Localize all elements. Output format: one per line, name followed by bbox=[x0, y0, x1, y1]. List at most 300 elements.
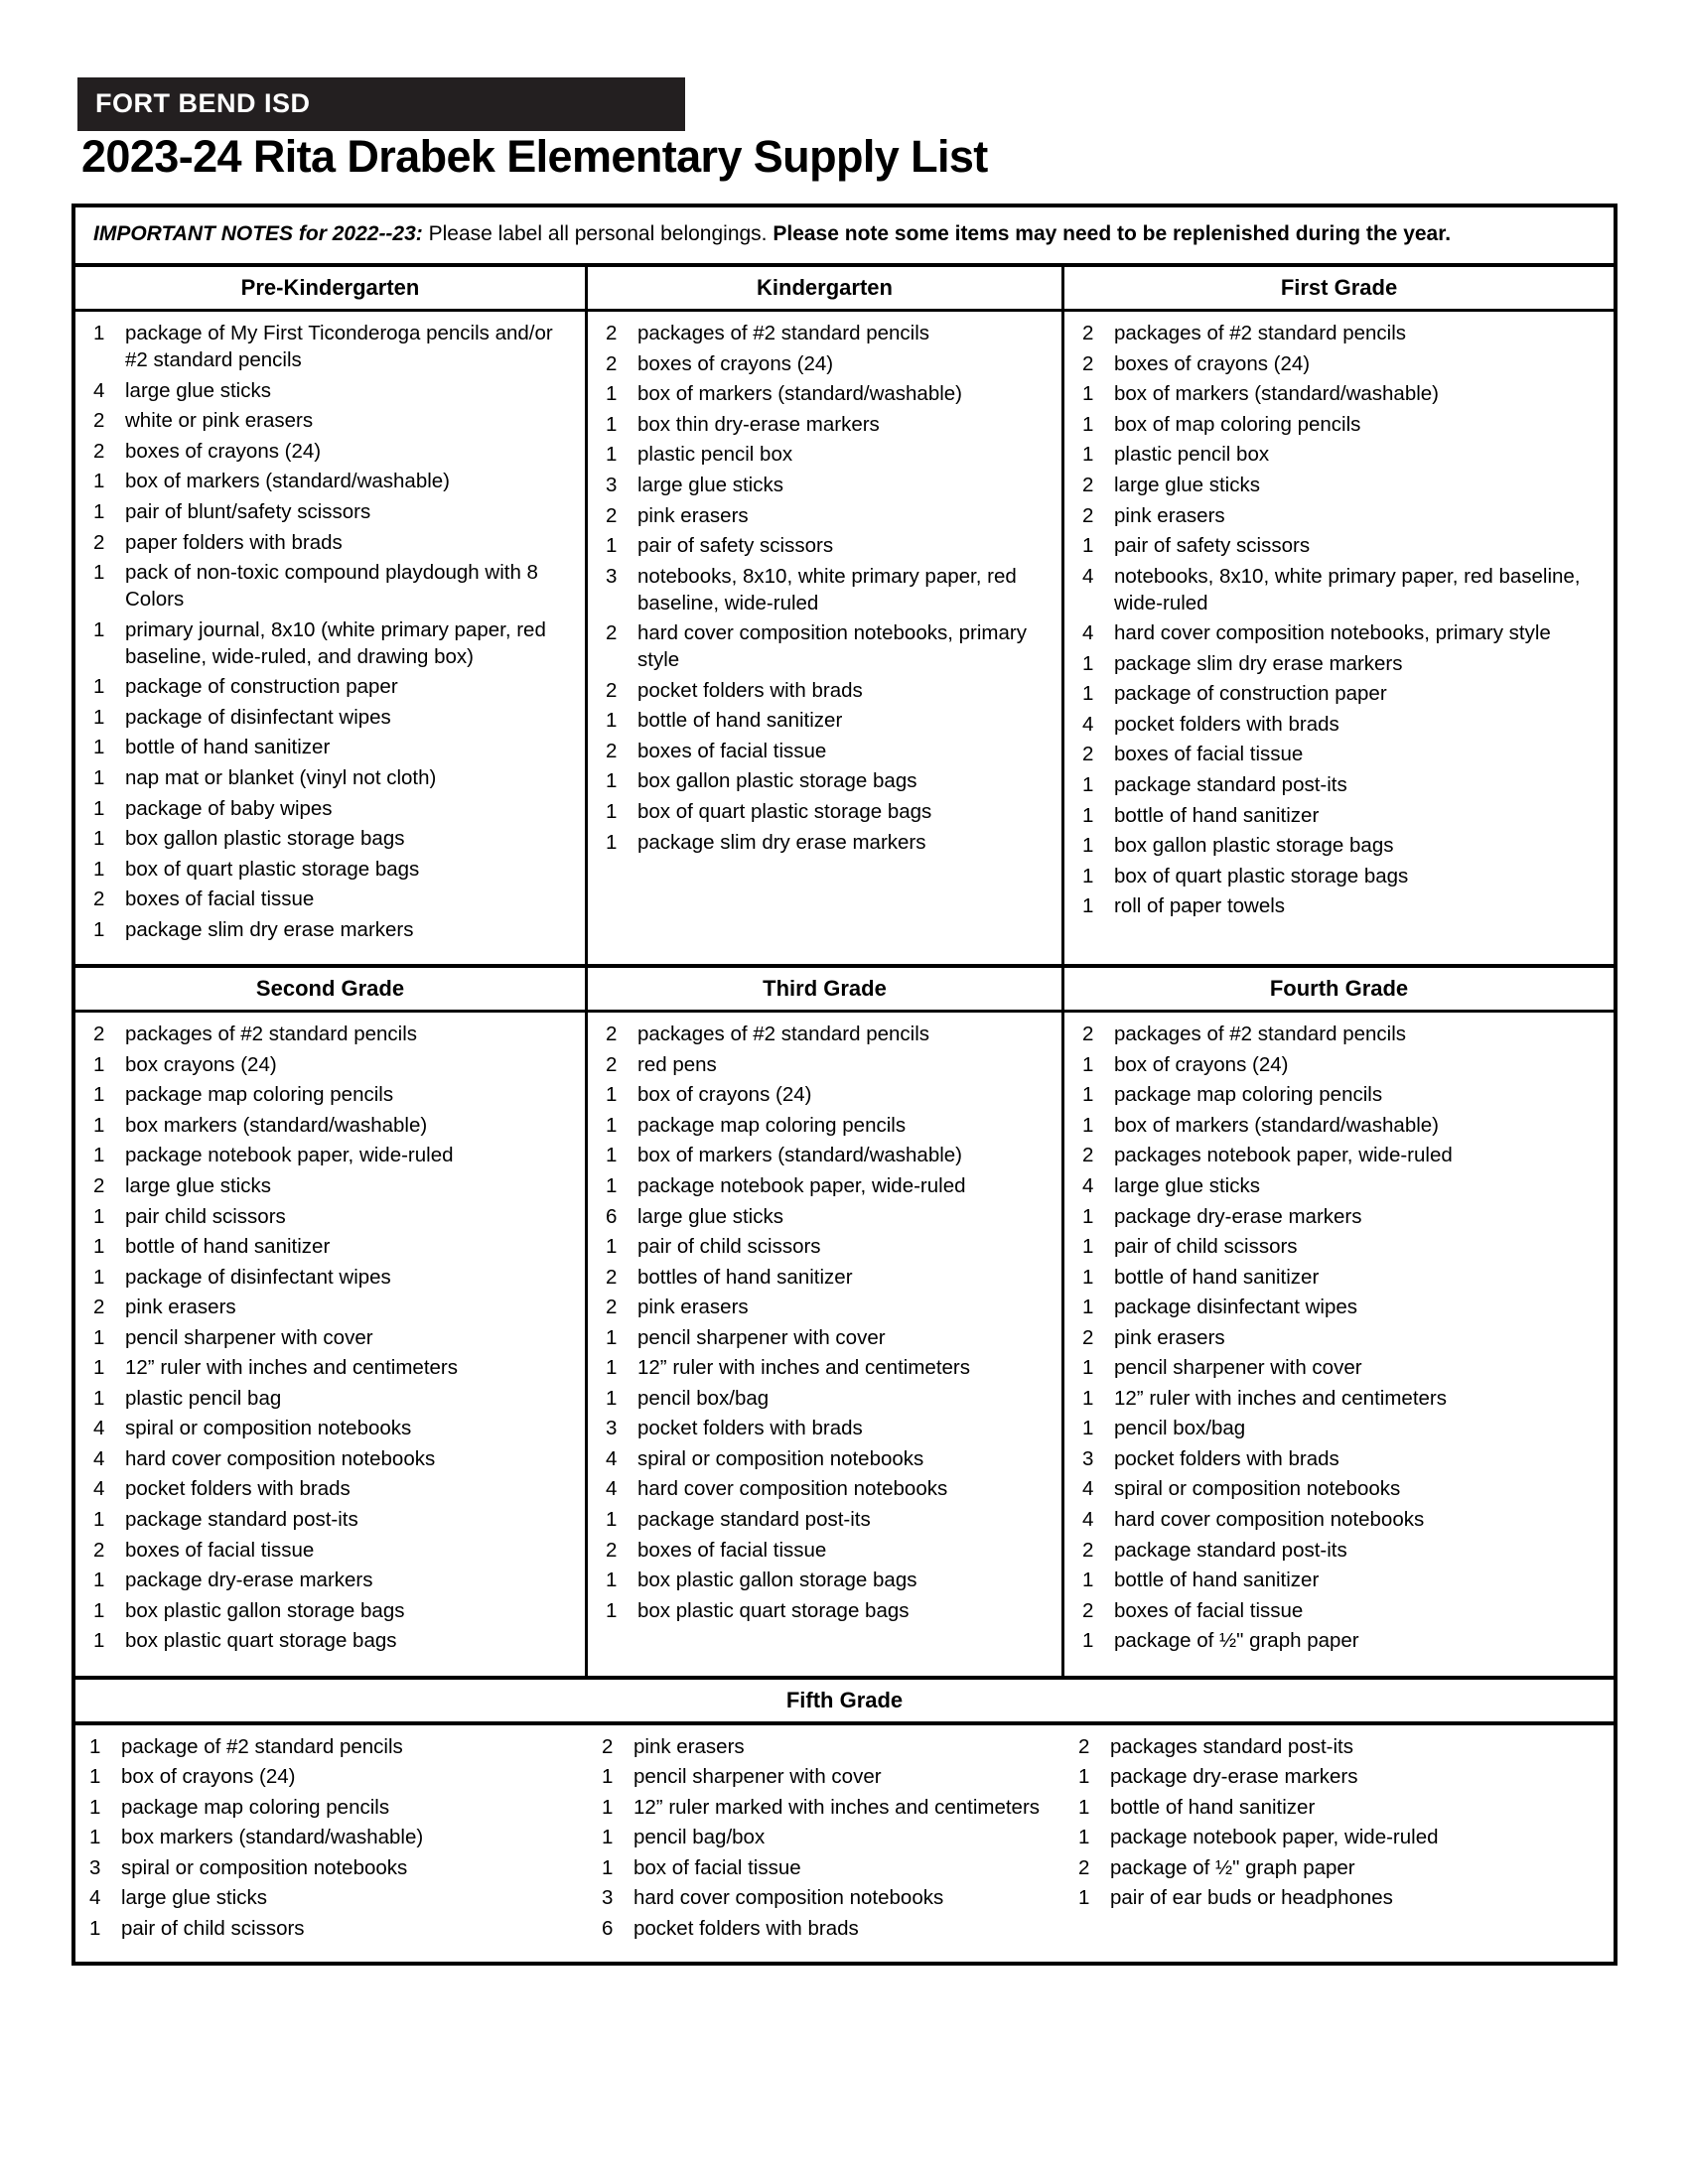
supply-item-label: large glue sticks bbox=[121, 1886, 267, 1910]
supply-item-quantity: 2 bbox=[93, 887, 105, 911]
grade-block-row-1 bbox=[75, 267, 1614, 968]
supply-item-label: plastic pencil bag bbox=[125, 1386, 282, 1410]
supply-item bbox=[1068, 320, 1610, 346]
supply-item bbox=[1068, 680, 1610, 707]
supply-item bbox=[592, 1172, 1057, 1199]
supply-item bbox=[1064, 1763, 1614, 1790]
supply-item bbox=[592, 472, 1057, 498]
supply-item-quantity: 1 bbox=[93, 1598, 105, 1622]
supply-item-label: pocket folders with brads bbox=[1114, 712, 1339, 736]
supply-list-table bbox=[71, 204, 1618, 1966]
supply-item-label: boxes of facial tissue bbox=[125, 1538, 315, 1562]
supply-item-quantity: 1 bbox=[1082, 1265, 1094, 1289]
supply-item-quantity: 2 bbox=[1082, 743, 1094, 766]
district-name-banner: FORT BEND ISD bbox=[77, 77, 685, 131]
supply-item-quantity: 2 bbox=[93, 530, 105, 554]
supply-item-quantity: 4 bbox=[1082, 1507, 1094, 1531]
supply-item bbox=[79, 559, 581, 613]
supply-item-quantity: 1 bbox=[1082, 1204, 1094, 1228]
supply-item-label: paper folders with brads bbox=[125, 530, 343, 554]
supply-item-label: box markers (standard/washable) bbox=[121, 1826, 424, 1849]
supply-item-quantity: 1 bbox=[1082, 1569, 1094, 1592]
supply-item bbox=[592, 1415, 1057, 1441]
supply-item bbox=[592, 798, 1057, 825]
supply-item bbox=[79, 764, 581, 791]
supply-item-label: boxes of crayons (24) bbox=[125, 439, 322, 463]
supply-item-quantity: 1 bbox=[606, 1325, 618, 1349]
supply-item-quantity: 1 bbox=[1082, 1629, 1094, 1653]
supply-item-quantity: 1 bbox=[93, 1386, 105, 1410]
supply-item-quantity: 6 bbox=[602, 1917, 614, 1940]
supply-item-label: plastic pencil box bbox=[1114, 443, 1270, 467]
supply-item bbox=[1068, 1203, 1610, 1230]
supply-item-label: box plastic gallon storage bags bbox=[125, 1598, 405, 1622]
supply-item-quantity: 1 bbox=[93, 705, 105, 729]
supply-item-quantity: 1 bbox=[93, 470, 105, 493]
grade-block-row-2 bbox=[75, 968, 1614, 1679]
supply-item bbox=[592, 1537, 1057, 1564]
supply-item-label: notebooks, 8x10, white primary paper, red baseline, wide-ruled bbox=[1114, 564, 1581, 614]
supply-item-label: large glue sticks bbox=[1114, 473, 1260, 496]
grade-column-second-grade bbox=[75, 968, 588, 1675]
supply-item bbox=[75, 1854, 588, 1881]
supply-item bbox=[592, 1324, 1057, 1351]
supply-item-label: pair of ear buds or headphones bbox=[1110, 1886, 1393, 1910]
supply-item bbox=[79, 1506, 581, 1533]
supply-item bbox=[592, 350, 1057, 377]
supply-item-label: hard cover composition notebooks, primary style bbox=[637, 621, 1027, 672]
grade-header: Third Grade bbox=[588, 968, 1061, 1013]
supply-item-label: pocket folders with brads bbox=[1114, 1446, 1339, 1470]
supply-item-label: primary journal, 8x10 (white primary paper, red baseline, wide-ruled, and drawing box) bbox=[125, 617, 546, 668]
supply-item bbox=[79, 1081, 581, 1108]
supply-item-quantity: 1 bbox=[89, 1917, 101, 1940]
supply-list bbox=[75, 1733, 588, 1942]
grade-block-row-3 bbox=[75, 1680, 1614, 1962]
supply-item bbox=[592, 707, 1057, 734]
supply-item-quantity: 1 bbox=[89, 1765, 101, 1789]
supply-item bbox=[79, 1627, 581, 1654]
supply-item-quantity: 1 bbox=[1082, 382, 1094, 406]
supply-item bbox=[592, 767, 1057, 794]
supply-item-label: boxes of crayons (24) bbox=[1114, 351, 1311, 375]
supply-item-quantity: 4 bbox=[93, 378, 105, 402]
supply-item-quantity: 4 bbox=[89, 1886, 101, 1910]
supply-item-label: packages of #2 standard pencils bbox=[637, 1023, 930, 1046]
supply-item-quantity: 1 bbox=[606, 709, 618, 733]
supply-item-quantity: 1 bbox=[606, 1356, 618, 1380]
supply-item-label: boxes of facial tissue bbox=[637, 1538, 827, 1562]
supply-item-label: large glue sticks bbox=[1114, 1173, 1260, 1197]
supply-item bbox=[79, 825, 581, 852]
supply-item bbox=[1068, 1142, 1610, 1168]
supply-item bbox=[592, 1506, 1057, 1533]
supply-item-quantity: 1 bbox=[606, 1173, 618, 1197]
supply-item bbox=[79, 916, 581, 943]
supply-item-label: box crayons (24) bbox=[125, 1052, 277, 1076]
supply-item-label: package of disinfectant wipes bbox=[125, 705, 391, 729]
supply-item-quantity: 1 bbox=[93, 617, 105, 641]
supply-item-label: pair of child scissors bbox=[637, 1235, 821, 1259]
supply-item bbox=[1064, 1733, 1614, 1760]
supply-item-quantity: 1 bbox=[606, 1083, 618, 1107]
supply-item bbox=[592, 1354, 1057, 1381]
supply-item-label: spiral or composition notebooks bbox=[125, 1417, 412, 1440]
supply-item bbox=[592, 619, 1057, 673]
supply-item-label: package dry-erase markers bbox=[1114, 1204, 1362, 1228]
supply-item-label: pocket folders with brads bbox=[637, 678, 863, 702]
supply-item bbox=[592, 738, 1057, 764]
supply-item bbox=[79, 438, 581, 465]
supply-item bbox=[592, 532, 1057, 559]
supply-item bbox=[588, 1854, 1064, 1881]
supply-item bbox=[592, 1233, 1057, 1260]
supply-item bbox=[79, 377, 581, 404]
supply-item-label: large glue sticks bbox=[125, 378, 271, 402]
supply-item-quantity: 1 bbox=[606, 1598, 618, 1622]
supply-item bbox=[1068, 411, 1610, 438]
supply-item bbox=[79, 1021, 581, 1047]
supply-item bbox=[79, 498, 581, 525]
supply-item-quantity: 2 bbox=[606, 1296, 618, 1319]
supply-item-quantity: 1 bbox=[1082, 1083, 1094, 1107]
supply-item-quantity: 2 bbox=[606, 1052, 618, 1076]
supply-item-quantity: 1 bbox=[93, 1235, 105, 1259]
supply-item bbox=[592, 1203, 1057, 1230]
supply-item bbox=[1068, 892, 1610, 919]
supply-item-label: package of construction paper bbox=[125, 675, 398, 699]
supply-item bbox=[592, 1475, 1057, 1502]
grade-column-third-grade bbox=[588, 968, 1064, 1675]
supply-item-quantity: 1 bbox=[93, 1265, 105, 1289]
supply-item bbox=[79, 1294, 581, 1320]
supply-item-quantity: 1 bbox=[1082, 443, 1094, 467]
page-title: 2023-24 Rita Drabek Elementary Supply List bbox=[81, 131, 988, 182]
supply-item-label: pencil sharpener with cover bbox=[637, 1325, 886, 1349]
supply-item-quantity: 1 bbox=[93, 917, 105, 941]
supply-item-quantity: 1 bbox=[1082, 1235, 1094, 1259]
grade-column-pre-kindergarten bbox=[75, 267, 588, 964]
supply-item-label: box of markers (standard/washable) bbox=[125, 470, 451, 493]
supply-item-quantity: 2 bbox=[1082, 351, 1094, 375]
supply-item bbox=[1068, 619, 1610, 646]
supply-item bbox=[1068, 1233, 1610, 1260]
supply-item-label: bottle of hand sanitizer bbox=[637, 709, 843, 733]
supply-item-quantity: 3 bbox=[606, 1417, 618, 1440]
supply-item-label: pocket folders with brads bbox=[125, 1477, 351, 1501]
supply-item-label: box of quart plastic storage bags bbox=[637, 800, 932, 823]
supply-item bbox=[79, 1233, 581, 1260]
supply-item bbox=[79, 616, 581, 670]
supply-item bbox=[75, 1763, 588, 1790]
supply-item-quantity: 1 bbox=[606, 382, 618, 406]
supply-item-quantity: 1 bbox=[1082, 1386, 1094, 1410]
supply-item bbox=[1068, 1354, 1610, 1381]
supply-item-quantity: 1 bbox=[606, 1235, 618, 1259]
supply-item-label: package of disinfectant wipes bbox=[125, 1265, 391, 1289]
supply-item bbox=[1068, 472, 1610, 498]
supply-item-label: hard cover composition notebooks bbox=[633, 1886, 944, 1910]
supply-item-quantity: 1 bbox=[93, 1507, 105, 1531]
supply-item bbox=[79, 1567, 581, 1593]
supply-item-label: bottle of hand sanitizer bbox=[125, 736, 331, 759]
supply-item-quantity: 1 bbox=[1082, 1113, 1094, 1137]
supply-item bbox=[79, 673, 581, 700]
supply-item-quantity: 1 bbox=[93, 857, 105, 881]
notes-lead: IMPORTANT NOTES for 2022--23: bbox=[93, 222, 423, 245]
supply-item-label: package standard post-its bbox=[1114, 1538, 1347, 1562]
supply-item-label: boxes of facial tissue bbox=[1114, 1598, 1304, 1622]
supply-item-quantity: 1 bbox=[602, 1855, 614, 1879]
supply-item-label: package slim dry erase markers bbox=[1114, 651, 1403, 675]
supply-item bbox=[1068, 1264, 1610, 1291]
supply-item-label: pencil box/bag bbox=[1114, 1417, 1246, 1440]
supply-item bbox=[592, 1445, 1057, 1472]
supply-item-quantity: 2 bbox=[93, 1023, 105, 1046]
supply-item-quantity: 2 bbox=[606, 351, 618, 375]
supply-item bbox=[1068, 1294, 1610, 1320]
supply-item-label: spiral or composition notebooks bbox=[637, 1446, 924, 1470]
supply-item bbox=[75, 1884, 588, 1911]
supply-item-quantity: 1 bbox=[1078, 1765, 1090, 1789]
supply-item bbox=[592, 1597, 1057, 1624]
supply-item-quantity: 1 bbox=[606, 830, 618, 854]
supply-item bbox=[592, 1081, 1057, 1108]
supply-item-quantity: 1 bbox=[93, 1144, 105, 1167]
supply-item bbox=[592, 1294, 1057, 1320]
supply-item-quantity: 3 bbox=[606, 473, 618, 496]
supply-item-label: pair of blunt/safety scissors bbox=[125, 500, 371, 524]
supply-item-quantity: 1 bbox=[606, 800, 618, 823]
fifth-grade-column-3 bbox=[1064, 1733, 1614, 1946]
supply-item bbox=[592, 677, 1057, 704]
supply-item-quantity: 2 bbox=[606, 1265, 618, 1289]
supply-list bbox=[79, 320, 581, 942]
supply-item bbox=[79, 856, 581, 883]
supply-item-label: bottle of hand sanitizer bbox=[1114, 1265, 1320, 1289]
supply-item-label: package slim dry erase markers bbox=[637, 830, 926, 854]
supply-item-quantity: 4 bbox=[1082, 564, 1094, 588]
supply-item bbox=[1064, 1824, 1614, 1850]
supply-item-quantity: 4 bbox=[93, 1446, 105, 1470]
supply-item bbox=[79, 468, 581, 494]
supply-item-quantity: 2 bbox=[1082, 1144, 1094, 1167]
supply-item bbox=[75, 1794, 588, 1821]
grade-header: Fourth Grade bbox=[1064, 968, 1614, 1013]
fifth-grade-column-2 bbox=[588, 1733, 1064, 1946]
supply-item-label: box of quart plastic storage bags bbox=[125, 857, 420, 881]
supply-item-quantity: 1 bbox=[1082, 803, 1094, 827]
fifth-grade-column-1 bbox=[75, 1733, 588, 1946]
supply-item-label: package of My First Ticonderoga pencils and/or #2 standard pencils bbox=[125, 322, 553, 372]
supply-list bbox=[592, 320, 1057, 855]
supply-item-label: notebooks, 8x10, white primary paper, red baseline, wide-ruled bbox=[637, 564, 1017, 614]
supply-item-quantity: 1 bbox=[1082, 864, 1094, 887]
supply-item-label: box of crayons (24) bbox=[121, 1765, 296, 1789]
supply-item-quantity: 2 bbox=[1082, 503, 1094, 527]
supply-item-quantity: 6 bbox=[606, 1204, 618, 1228]
supply-item bbox=[1068, 1021, 1610, 1047]
supply-item-label: bottle of hand sanitizer bbox=[1110, 1795, 1316, 1819]
supply-item-label: box plastic gallon storage bags bbox=[637, 1569, 917, 1592]
supply-item-quantity: 4 bbox=[606, 1446, 618, 1470]
supply-item bbox=[79, 529, 581, 556]
supply-item bbox=[1068, 863, 1610, 889]
supply-list bbox=[1068, 1021, 1610, 1654]
supply-item-label: boxes of facial tissue bbox=[637, 739, 827, 762]
supply-item bbox=[75, 1824, 588, 1850]
supply-item-quantity: 1 bbox=[602, 1765, 614, 1789]
supply-item-quantity: 1 bbox=[93, 796, 105, 820]
supply-item-quantity: 2 bbox=[1078, 1734, 1090, 1758]
supply-item bbox=[592, 829, 1057, 856]
supply-item-quantity: 1 bbox=[93, 827, 105, 851]
supply-item-label: pencil bag/box bbox=[633, 1826, 766, 1849]
supply-item bbox=[592, 1051, 1057, 1078]
supply-item-quantity: 1 bbox=[89, 1795, 101, 1819]
supply-item-label: hard cover composition notebooks, primary style bbox=[1114, 621, 1551, 645]
supply-item bbox=[592, 441, 1057, 468]
supply-item-label: hard cover composition notebooks bbox=[637, 1477, 948, 1501]
supply-item-quantity: 1 bbox=[606, 443, 618, 467]
supply-item-label: boxes of crayons (24) bbox=[637, 351, 834, 375]
supply-item-label: package of ½" graph paper bbox=[1114, 1629, 1359, 1653]
supply-item-label: hard cover composition notebooks bbox=[1114, 1507, 1425, 1531]
supply-item-label: pocket folders with brads bbox=[633, 1917, 859, 1940]
supply-item-label: pink erasers bbox=[1114, 503, 1225, 527]
supply-item-quantity: 4 bbox=[1082, 712, 1094, 736]
supply-item-label: red pens bbox=[637, 1052, 717, 1076]
supply-item-label: pencil box/bag bbox=[637, 1386, 770, 1410]
supply-item-quantity: 1 bbox=[93, 1052, 105, 1076]
supply-item bbox=[1068, 1567, 1610, 1593]
supply-item-label: box of markers (standard/washable) bbox=[1114, 1113, 1440, 1137]
supply-item-label: pair of child scissors bbox=[1114, 1235, 1298, 1259]
grade-column-fourth-grade bbox=[1064, 968, 1614, 1675]
supply-item-label: pair of child scissors bbox=[121, 1917, 305, 1940]
supply-item bbox=[1064, 1884, 1614, 1911]
supply-item-quantity: 1 bbox=[93, 322, 105, 345]
supply-item-label: package notebook paper, wide-ruled bbox=[1110, 1826, 1439, 1849]
supply-item-quantity: 4 bbox=[1082, 1173, 1094, 1197]
supply-item-label: package of construction paper bbox=[1114, 682, 1387, 706]
supply-item-quantity: 1 bbox=[1082, 894, 1094, 918]
supply-item-label: packages of #2 standard pencils bbox=[637, 322, 930, 345]
supply-item-label: pink erasers bbox=[637, 1296, 749, 1319]
supply-item-label: spiral or composition notebooks bbox=[1114, 1477, 1401, 1501]
supply-item-label: package notebook paper, wide-ruled bbox=[637, 1173, 966, 1197]
supply-item bbox=[1068, 1627, 1610, 1654]
supply-item bbox=[1064, 1854, 1614, 1881]
supply-item-label: package notebook paper, wide-ruled bbox=[125, 1144, 454, 1167]
supply-item-label: pair child scissors bbox=[125, 1204, 286, 1228]
supply-item bbox=[592, 1264, 1057, 1291]
supply-item-label: 12” ruler marked with inches and centimeters bbox=[633, 1795, 1041, 1819]
supply-item-quantity: 1 bbox=[93, 561, 105, 585]
supply-item-label: package map coloring pencils bbox=[1114, 1083, 1383, 1107]
supply-item bbox=[1068, 1385, 1610, 1412]
grade-header: First Grade bbox=[1064, 267, 1614, 312]
supply-item bbox=[588, 1763, 1064, 1790]
supply-item bbox=[592, 1142, 1057, 1168]
supply-item bbox=[79, 1142, 581, 1168]
supply-item bbox=[79, 1445, 581, 1472]
supply-item bbox=[79, 1415, 581, 1441]
supply-item-quantity: 3 bbox=[602, 1886, 614, 1910]
supply-item-quantity: 1 bbox=[606, 412, 618, 436]
supply-item bbox=[1068, 802, 1610, 829]
supply-item-quantity: 1 bbox=[606, 1113, 618, 1137]
supply-item-label: hard cover composition notebooks bbox=[125, 1446, 436, 1470]
supply-item-quantity: 1 bbox=[93, 1113, 105, 1137]
grade-header: Second Grade bbox=[75, 968, 585, 1013]
supply-item-label: box of markers (standard/washable) bbox=[637, 1144, 963, 1167]
supply-item bbox=[1068, 1506, 1610, 1533]
supply-item bbox=[1068, 1445, 1610, 1472]
supply-item-quantity: 2 bbox=[606, 322, 618, 345]
supply-item bbox=[588, 1794, 1064, 1821]
supply-item-label: box gallon plastic storage bags bbox=[637, 769, 917, 793]
supply-item-label: box of crayons (24) bbox=[1114, 1052, 1289, 1076]
supply-item-quantity: 1 bbox=[1082, 1052, 1094, 1076]
supply-item-quantity: 2 bbox=[1082, 473, 1094, 496]
notes-bold-tail: Please note some items may need to be replenished during the year. bbox=[773, 222, 1452, 245]
supply-item bbox=[1068, 532, 1610, 559]
supply-item-quantity: 1 bbox=[1078, 1826, 1090, 1849]
supply-item bbox=[75, 1733, 588, 1760]
supply-item-label: box gallon plastic storage bags bbox=[125, 827, 405, 851]
supply-item bbox=[588, 1733, 1064, 1760]
fifth-grade-columns bbox=[75, 1725, 1614, 1962]
supply-item bbox=[1068, 441, 1610, 468]
supply-item-label: plastic pencil box bbox=[637, 443, 793, 467]
supply-item-label: package of baby wipes bbox=[125, 796, 333, 820]
supply-item-quantity: 1 bbox=[1082, 682, 1094, 706]
supply-item bbox=[79, 1264, 581, 1291]
supply-item-label: packages of #2 standard pencils bbox=[1114, 322, 1407, 345]
supply-item-quantity: 4 bbox=[1082, 621, 1094, 645]
supply-item-quantity: 4 bbox=[93, 1417, 105, 1440]
supply-item-label: roll of paper towels bbox=[1114, 894, 1286, 918]
supply-item-label: box of markers (standard/washable) bbox=[637, 382, 963, 406]
supply-item bbox=[79, 886, 581, 912]
grade-header: Pre-Kindergarten bbox=[75, 267, 585, 312]
supply-item-quantity: 2 bbox=[1082, 1023, 1094, 1046]
supply-item-quantity: 1 bbox=[93, 1204, 105, 1228]
supply-item-quantity: 1 bbox=[93, 1083, 105, 1107]
supply-item-quantity: 2 bbox=[606, 621, 618, 645]
supply-item-quantity: 2 bbox=[1082, 1325, 1094, 1349]
supply-item-quantity: 1 bbox=[89, 1734, 101, 1758]
supply-item-quantity: 1 bbox=[93, 1325, 105, 1349]
supply-item bbox=[1068, 711, 1610, 738]
supply-item bbox=[1068, 771, 1610, 798]
supply-item-label: box thin dry-erase markers bbox=[637, 412, 880, 436]
supply-item bbox=[1068, 1172, 1610, 1199]
supply-item bbox=[79, 1475, 581, 1502]
supply-item-quantity: 3 bbox=[606, 564, 618, 588]
supply-item-quantity: 2 bbox=[93, 409, 105, 433]
supply-item bbox=[75, 1915, 588, 1942]
supply-item-label: large glue sticks bbox=[125, 1173, 271, 1197]
notes-mid: Please label all personal belongings. bbox=[422, 222, 774, 245]
supply-item bbox=[1068, 502, 1610, 529]
supply-item bbox=[79, 1597, 581, 1624]
supply-item-quantity: 1 bbox=[93, 1569, 105, 1592]
supply-item-quantity: 3 bbox=[89, 1855, 101, 1879]
supply-item-label: bottle of hand sanitizer bbox=[125, 1235, 331, 1259]
supply-item-label: package map coloring pencils bbox=[125, 1083, 394, 1107]
